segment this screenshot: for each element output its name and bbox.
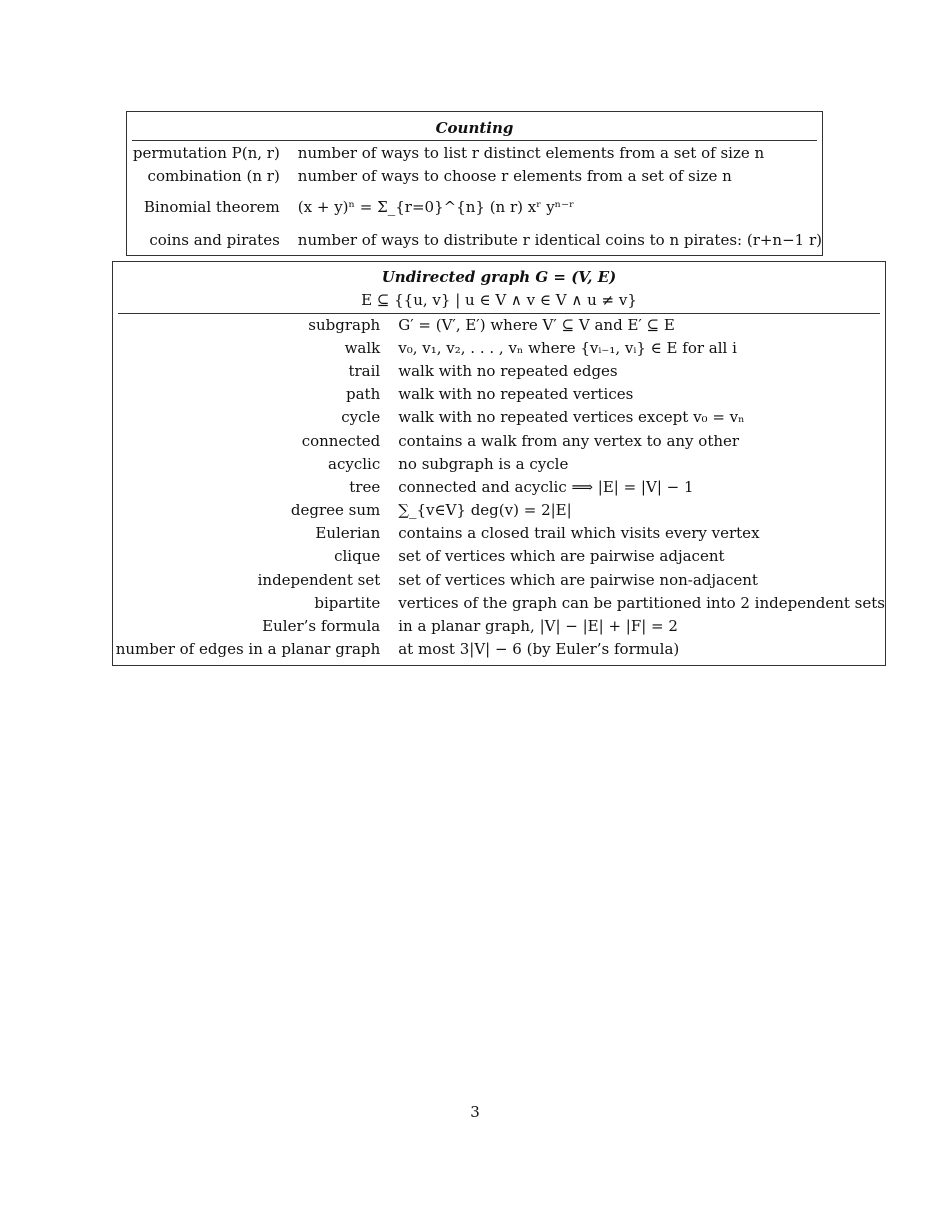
table-row: [113, 313, 885, 336]
counting-table: [126, 111, 823, 256]
page-number: 3: [470, 1103, 480, 1121]
row-term: permutation P(n, r): [132, 143, 280, 162]
row-definition: set of vertices which are pairwise non-adjacent: [398, 570, 758, 589]
row-term: bipartite: [314, 593, 381, 612]
table-row: [127, 141, 822, 164]
table-row: [113, 406, 885, 429]
row-definition: vertices of the graph can be partitioned into 2 independent sets: [398, 593, 885, 612]
table-row: [127, 187, 822, 227]
row-term: independent set: [257, 570, 381, 589]
table-row: [113, 591, 885, 614]
table-row: [113, 429, 885, 452]
counting-title: Counting: [435, 119, 514, 137]
table-row: [113, 545, 885, 568]
counting-rows: [127, 141, 822, 253]
row-term: combination (n r): [147, 166, 280, 185]
row-term: subgraph: [308, 315, 381, 334]
table-row: [113, 359, 885, 382]
table-row: [127, 227, 822, 253]
table-row: [113, 475, 885, 498]
row-definition: ∑_{v∈V} deg(v) = 2|E|: [398, 501, 572, 520]
row-term: trail: [348, 361, 381, 380]
row-term: coins and pirates: [149, 231, 280, 249]
row-term: degree sum: [290, 501, 381, 520]
graph-rows: [113, 313, 885, 661]
graph-edge-definition: E ⊆ {{u, v} | u ∈ V ∧ v ∈ V ∧ u ≠ v}: [361, 291, 637, 309]
row-definition: walk with no repeated vertices except v₀ = vₙ: [398, 408, 745, 427]
row-definition: connected and acyclic ⟹ |E| = |V| − 1: [398, 477, 694, 496]
row-term: acyclic: [328, 454, 381, 473]
row-term: cycle: [341, 408, 381, 427]
table-row: [113, 499, 885, 522]
row-term: connected: [301, 431, 381, 450]
row-definition: walk with no repeated edges: [398, 361, 618, 380]
row-definition: number of ways to distribute r identical coins to n pirates: (r+n−1 r): [297, 231, 822, 249]
table-row: [113, 522, 885, 545]
table-row: [113, 568, 885, 591]
table-row: [113, 638, 885, 661]
table-row: [113, 383, 885, 406]
table-row: [113, 452, 885, 475]
graph-table: [112, 261, 886, 666]
row-term: tree: [349, 477, 381, 496]
row-definition: (x + y)ⁿ = Σ_{r=0}^{n} (n r) xʳ yⁿ⁻ʳ: [297, 198, 575, 216]
row-term: walk: [344, 338, 381, 357]
row-definition: v₀, v₁, v₂, . . . , vₙ where {vᵢ₋₁, vᵢ} ∈ E for all i: [398, 338, 737, 357]
row-term: number of edges in a planar graph: [115, 640, 381, 659]
graph-title: Undirected graph G = (V, E): [381, 268, 617, 286]
row-term: Eulerian: [315, 524, 381, 543]
row-definition: contains a closed trail which visits every vertex: [398, 524, 760, 543]
row-definition: contains a walk from any vertex to any other: [398, 431, 740, 450]
row-definition: no subgraph is a cycle: [398, 454, 569, 473]
row-definition: number of ways to choose r elements from a set of size n: [297, 166, 732, 185]
row-definition: at most 3|V| − 6 (by Euler’s formula): [398, 640, 680, 659]
table-row: [127, 164, 822, 187]
row-term: Euler’s formula: [262, 617, 381, 636]
row-term: path: [346, 385, 381, 404]
row-definition: G′ = (V′, E′) where V′ ⊆ V and E′ ⊆ E: [398, 315, 675, 334]
row-definition: in a planar graph, |V| − |E| + |F| = 2: [398, 617, 678, 636]
row-definition: walk with no repeated vertices: [398, 385, 634, 404]
row-term: Binomial theorem: [143, 198, 280, 216]
row-definition: set of vertices which are pairwise adjacent: [398, 547, 725, 566]
table-row: [113, 336, 885, 359]
table-row: [113, 614, 885, 637]
row-term: clique: [334, 547, 381, 566]
row-definition: number of ways to list r distinct elements from a set of size n: [297, 143, 765, 162]
